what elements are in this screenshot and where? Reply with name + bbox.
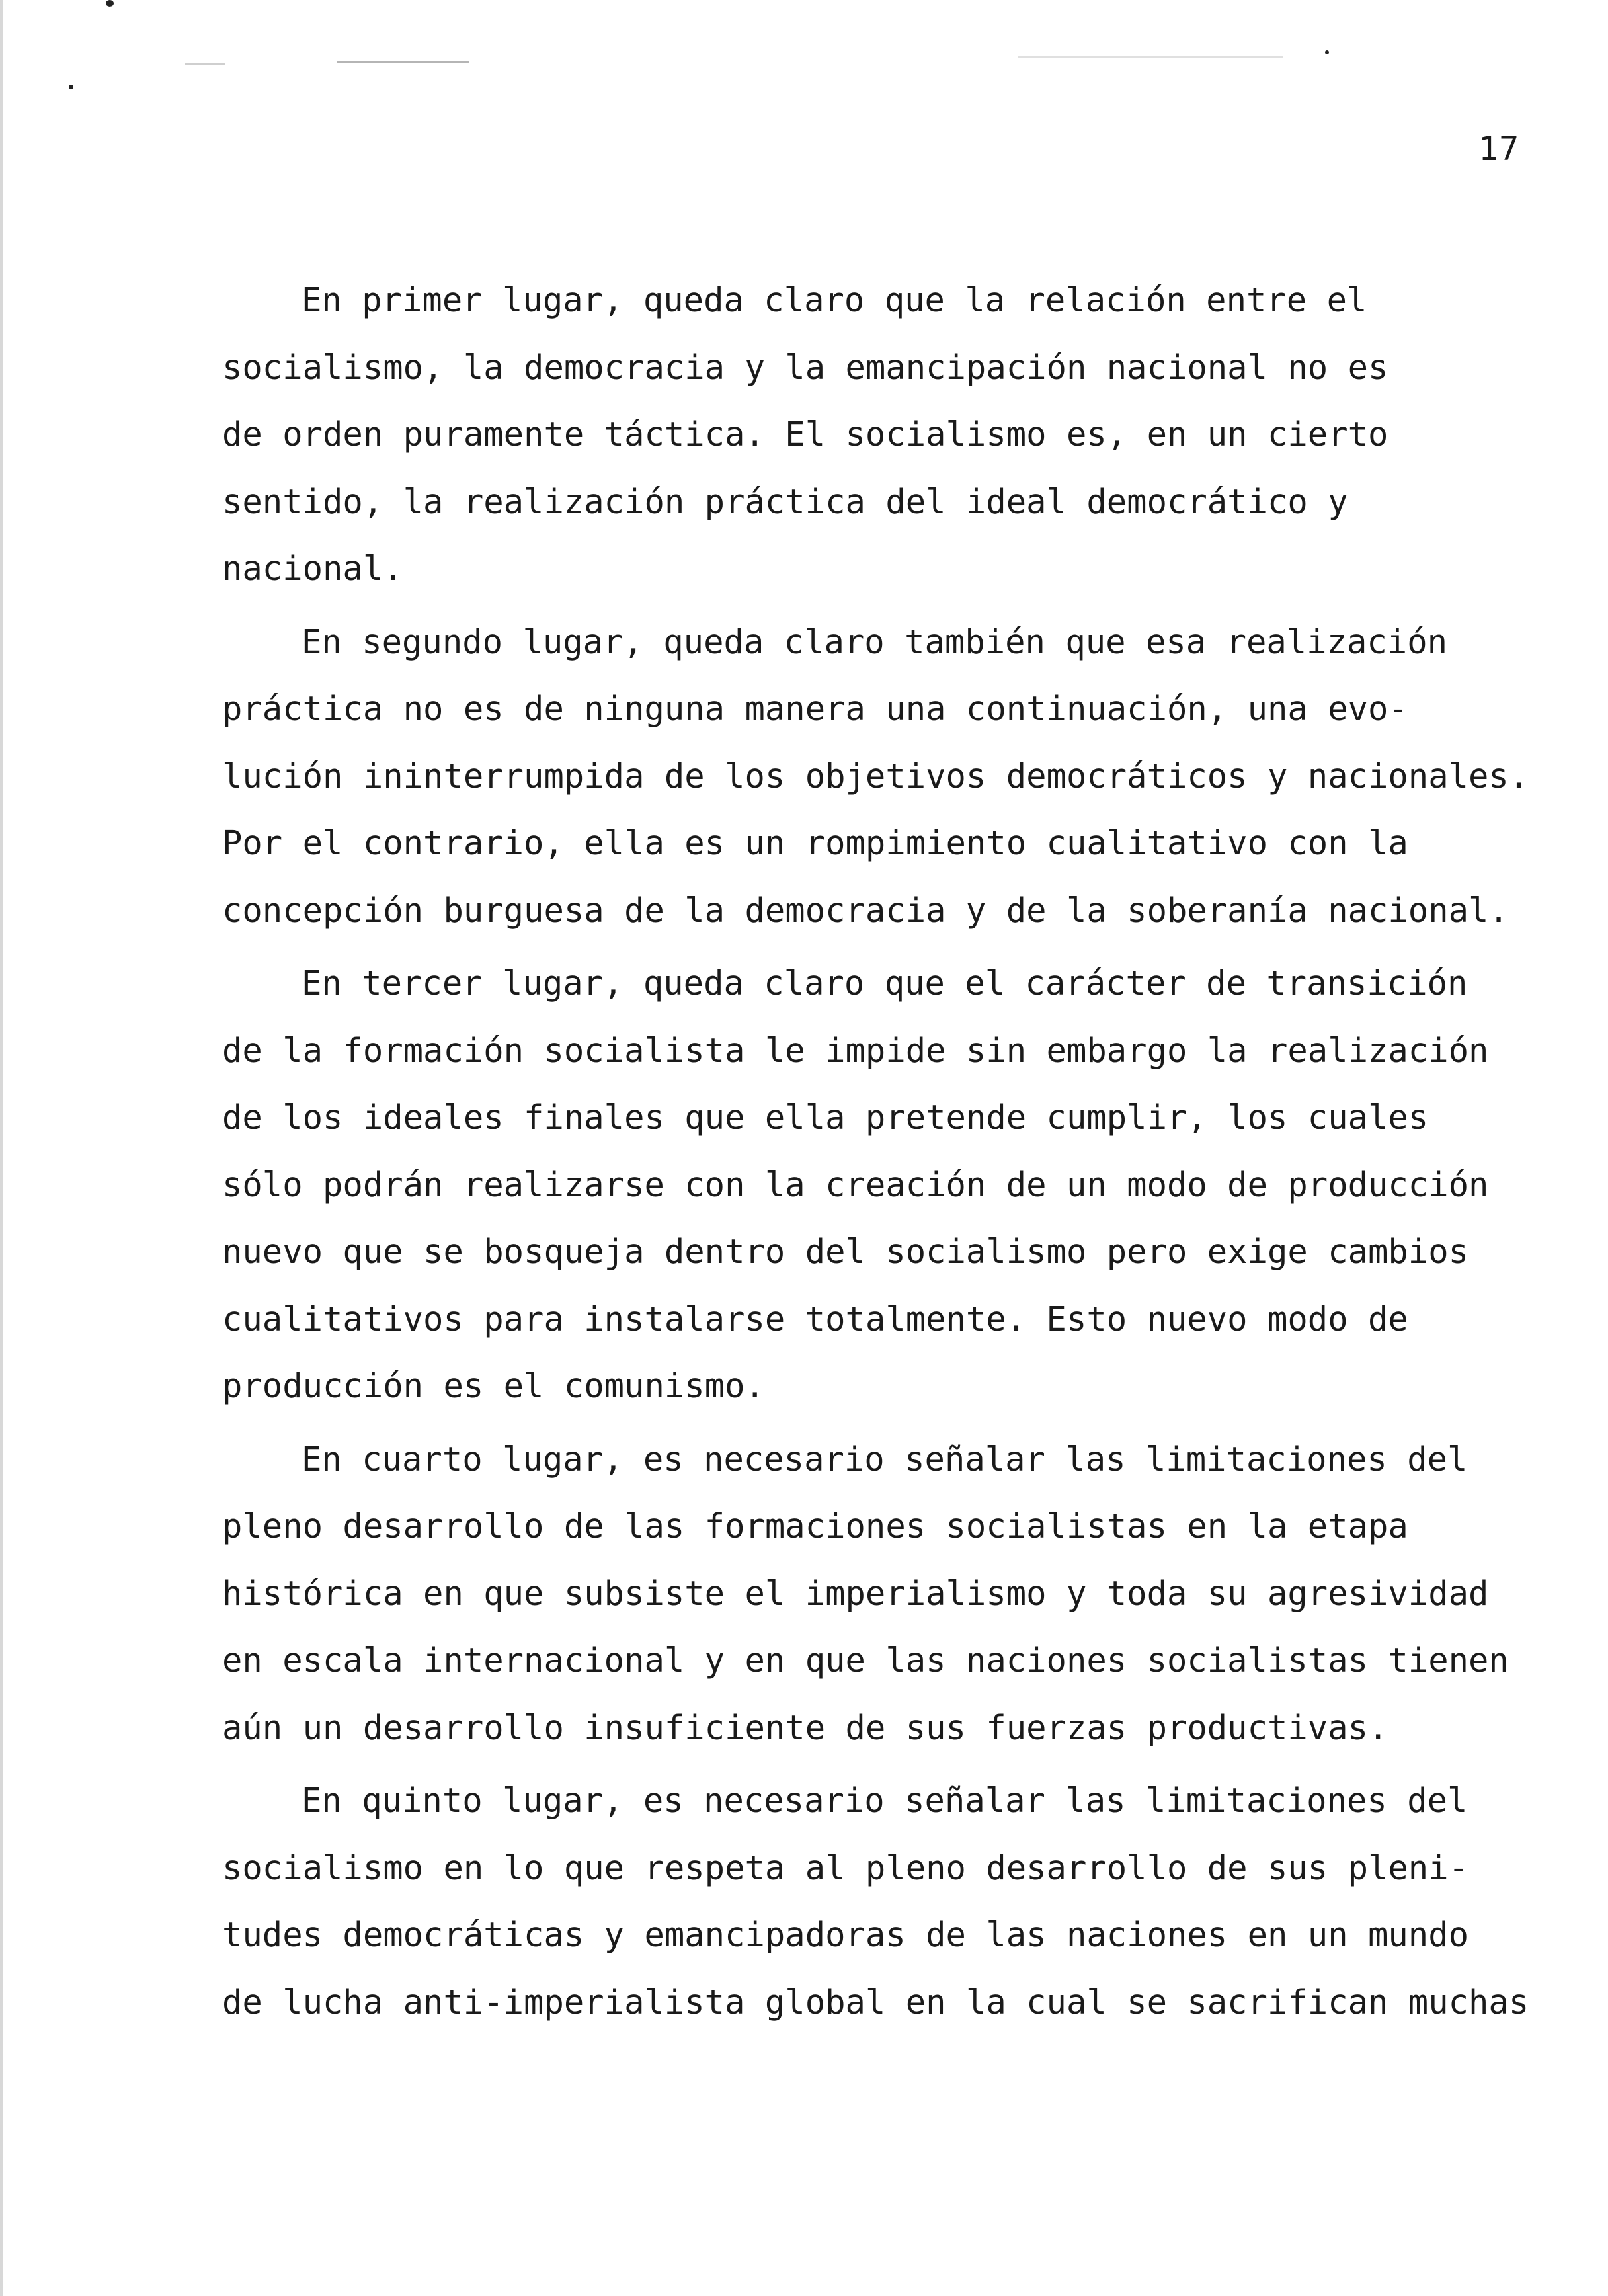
text-line: histórica en que subsiste el imperialismo y toda su agresividad — [222, 1573, 1489, 1613]
paragraph-4 — [222, 1426, 1558, 1762]
text-line: producción es el comunismo. — [222, 1366, 765, 1405]
text-line: de los ideales finales que ella pretende cumplir, los cuales — [222, 1098, 1429, 1137]
text-line: En segundo lugar, queda claro también que esa realización — [302, 622, 1448, 661]
text-line: sentido, la realización práctica del ideal democrático y — [222, 481, 1348, 521]
paragraph-5 — [222, 1767, 1558, 2035]
body-text — [222, 266, 1558, 2041]
text-line: cualitativos para instalarse totalmente. Esto nuevo modo de — [222, 1299, 1408, 1338]
text-line: En tercer lugar, queda claro que el carácter de transición — [302, 964, 1468, 1003]
paragraph-3 — [222, 950, 1558, 1420]
text-line: práctica no es de ninguna manera una continuación, una evo- — [222, 689, 1408, 728]
paragraph-1 — [222, 266, 1558, 602]
text-line: socialismo en lo que respeta al pleno desarrollo de sus pleni- — [222, 1848, 1469, 1887]
scan-speck — [106, 0, 114, 7]
scan-mark — [337, 61, 469, 63]
text-line: de la formación socialista le impide sin embargo la realización — [222, 1030, 1489, 1070]
text-line: tudes democráticas y emancipadoras de las naciones en un mundo — [222, 1915, 1469, 1954]
text-line: Por el contrario, ella es un rompimiento cualitativo con la — [222, 823, 1408, 862]
text-line: socialismo, la democracia y la emancipación nacional no es — [222, 347, 1388, 387]
paragraph-2 — [222, 608, 1558, 944]
scan-left-edge — [0, 0, 3, 2296]
text-line: de lucha anti-imperialista global en la cual se sacrifican muchas — [222, 1982, 1529, 2022]
scan-speck — [69, 85, 73, 89]
scan-speck — [1325, 50, 1329, 54]
text-line: concepción burguesa de la democracia y de la soberanía nacional. — [222, 890, 1509, 930]
scan-mark — [185, 63, 225, 65]
page-number: 17 — [1478, 130, 1520, 168]
text-line: en escala internacional y en que las naciones socialistas tienen — [222, 1641, 1509, 1680]
scan-mark — [1018, 56, 1283, 58]
text-line: pleno desarrollo de las formaciones socialistas en la etapa — [222, 1506, 1408, 1545]
text-line: aún un desarrollo insuficiente de sus fuerzas productivas. — [222, 1707, 1388, 1747]
text-line: nuevo que se bosqueja dentro del socialismo pero exige cambios — [222, 1232, 1469, 1271]
text-line: sólo podrán realizarse con la creación de un modo de producción — [222, 1165, 1489, 1204]
text-line: lución ininterrumpida de los objetivos democráticos y nacionales. — [222, 756, 1529, 796]
text-line: nacional. — [222, 549, 403, 588]
text-line: de orden puramente táctica. El socialismo es, en un cierto — [222, 415, 1388, 454]
text-line: En quinto lugar, es necesario señalar las limitaciones del — [302, 1781, 1468, 1820]
text-line: En primer lugar, queda claro que la relación entre el — [302, 280, 1367, 319]
text-line: En cuarto lugar, es necesario señalar las limitaciones del — [302, 1439, 1468, 1479]
